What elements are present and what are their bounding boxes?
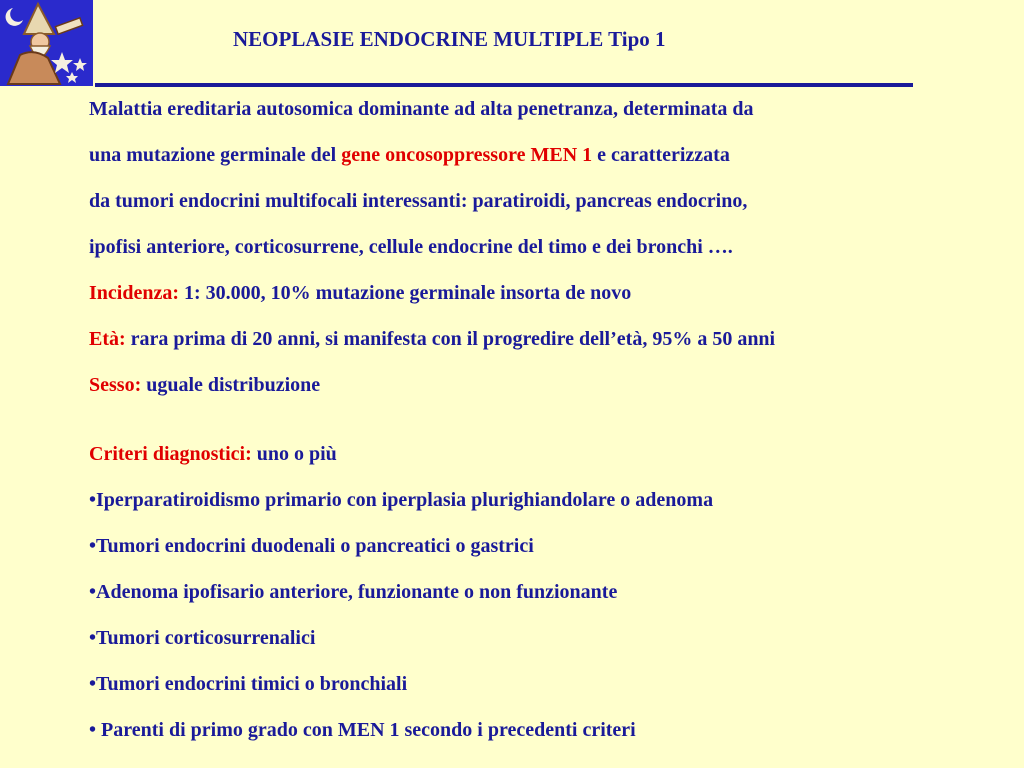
men1-highlight: MEN 1 bbox=[530, 144, 593, 166]
intro-line-2 bbox=[89, 143, 730, 167]
intro-line-2-text: una mutazione germinale del bbox=[89, 144, 342, 166]
intro-line-4: ipofisi anteriore, corticosurrene, cellule endocrine del timo e dei bronchi …. bbox=[89, 236, 733, 258]
eta-value: rara prima di 20 anni, si manifesta con il progredire dell’età, 95% a 50 anni bbox=[125, 328, 776, 350]
criteri-item: •Tumori corticosurrenalici bbox=[89, 627, 316, 649]
eta-label: Età: bbox=[89, 328, 126, 350]
sesso-label: Sesso: bbox=[89, 374, 142, 396]
criteri-item: • Parenti di primo grado con MEN 1 secondo i precedenti criteri bbox=[89, 719, 636, 741]
intro-line-3: da tumori endocrini multifocali interessanti: paratiroidi, pancreas endocrino, bbox=[89, 190, 748, 212]
criteri-item: •Iperparatiroidismo primario con iperplasia plurighiandolare o adenoma bbox=[89, 489, 714, 511]
criteri-item: •Tumori endocrini duodenali o pancreatici o gastrici bbox=[89, 535, 534, 557]
criteri-item: •Tumori endocrini timici o bronchiali bbox=[89, 673, 408, 695]
eta-line bbox=[89, 327, 775, 351]
wizard-logo-icon bbox=[0, 0, 93, 86]
incidenza-value: 1: 30.000, 10% mutazione germinale insorta de novo bbox=[179, 282, 632, 304]
criteri-value: uno o più bbox=[251, 443, 337, 465]
intro-line-1: Malattia ereditaria autosomica dominante ad alta penetranza, determinata da bbox=[89, 98, 754, 120]
slide-title: NEOPLASIE ENDOCRINE MULTIPLE Tipo 1 bbox=[233, 27, 666, 51]
intro-line-2-end: e caratterizzata bbox=[592, 144, 730, 166]
gene-oncosoppressore-highlight: gene oncosoppressore bbox=[341, 144, 526, 166]
criteri-heading bbox=[89, 442, 337, 466]
criteri-item: •Adenoma ipofisario anteriore, funzionante o non funzionante bbox=[89, 581, 618, 603]
incidenza-line bbox=[89, 281, 631, 305]
sesso-line bbox=[89, 373, 320, 397]
incidenza-label: Incidenza: bbox=[89, 282, 179, 304]
title-divider bbox=[95, 83, 913, 87]
criteri-label: Criteri diagnostici: bbox=[89, 443, 252, 465]
sesso-value: uguale distribuzione bbox=[141, 374, 321, 396]
